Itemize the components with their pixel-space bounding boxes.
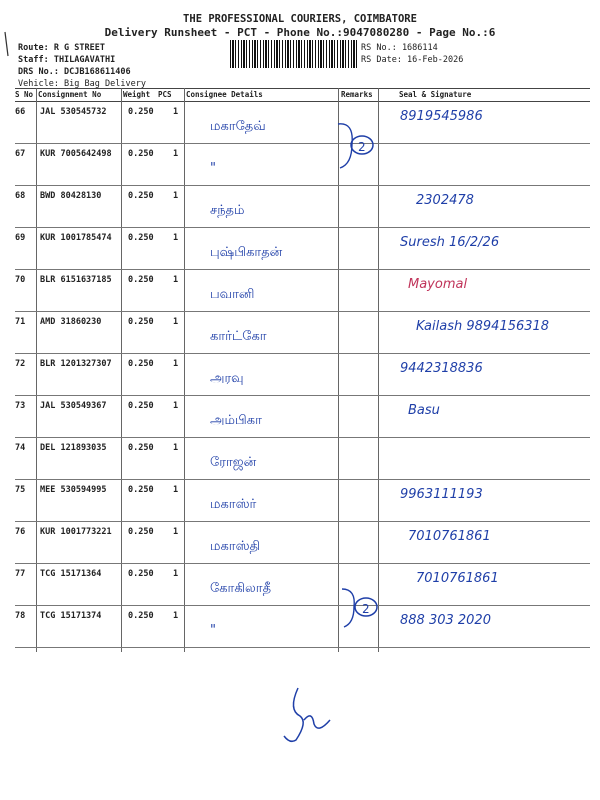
table-row [15,185,590,228]
sno-cell: 72 [15,359,26,369]
sno-cell: 74 [15,443,26,453]
sno-cell: 71 [15,317,26,327]
pcs-cell: 1 [173,275,179,285]
table-row [15,353,590,396]
margin-mark [2,30,16,60]
consignee-handwriting: கோகிலாதீ [210,581,272,596]
pcs-cell: 1 [173,485,179,495]
runner-signature [270,680,340,750]
col-consignee: Consignee Details [186,90,263,99]
sno-cell: 78 [15,611,26,621]
col-weight: Weight [123,90,151,99]
pcs-cell: 1 [173,527,179,537]
pcs-cell: 1 [173,107,179,117]
pcs-cell: 1 [173,317,179,327]
staff: Staff: THILAGAVATHI [18,55,116,65]
sno-cell: 67 [15,149,26,159]
signature-handwriting: Basu [408,403,440,418]
remark-mark [338,585,383,630]
weight-cell: 0.250 [128,569,154,579]
table-row [15,311,590,354]
signature-handwriting: 7010761861 [416,571,499,586]
weight-cell: 0.250 [128,359,154,369]
route: Route: R G STREET [18,43,105,53]
col-consignment: Consignment No [38,90,102,99]
pcs-cell: 1 [173,569,179,579]
signature-handwriting: Kailash 9894156318 [416,319,550,334]
consignment-cell: JAL 530549367 [40,401,107,411]
signature-handwriting: 9442318836 [400,361,483,376]
sno-cell: 76 [15,527,26,537]
pcs-cell: 1 [173,233,179,243]
weight-cell: 0.250 [128,107,154,117]
consignment-cell: TCG 15171364 [40,569,102,579]
rs-number: RS No.: 1686114 [361,43,438,53]
weight-cell: 0.250 [128,485,154,495]
col-pcs: PCS [158,90,172,99]
rs-date: RS Date: 16-Feb-2026 [361,55,464,65]
consignee-handwriting: ரோஜன் [210,455,257,470]
consignee-handwriting: மகாஸ்தி [210,539,261,554]
remark-mark [330,120,380,170]
weight-cell: 0.250 [128,149,154,159]
table-row [15,143,590,186]
consignment-cell: AMD 31860230 [40,317,102,327]
drs-number: DRS No.: DCJB168611406 [18,67,131,77]
consignment-cell: KUR 1001773221 [40,527,112,537]
consignment-cell: BWD 80428130 [40,191,102,201]
weight-cell: 0.250 [128,401,154,411]
table-row [15,101,590,144]
pcs-cell: 1 [173,191,179,201]
weight-cell: 0.250 [128,317,154,327]
signature-handwriting: 2302478 [416,193,474,208]
col-remarks: Remarks [341,90,373,99]
weight-cell: 0.250 [128,443,154,453]
consignee-handwriting: அரவு [210,371,244,386]
col-sno: S No [15,90,34,99]
pcs-cell: 1 [173,611,179,621]
weight-cell: 0.250 [128,611,154,621]
table-row [15,437,590,480]
consignment-cell: JAL 530545732 [40,107,107,117]
vehicle: Vehicle: Big Bag Delivery [18,79,146,89]
consignee-handwriting: " [210,161,216,176]
consignee-handwriting: " [210,623,216,638]
pcs-cell: 1 [173,359,179,369]
pcs-cell: 1 [173,149,179,159]
consignment-cell: BLR 6151637185 [40,275,112,285]
remark-text: 2 [358,140,366,154]
sno-cell: 77 [15,569,26,579]
pcs-cell: 1 [173,443,179,453]
pcs-cell: 1 [173,401,179,411]
consignee-handwriting: புஷ்பிகாதன் [210,245,283,260]
consignment-cell: KUR 7005642498 [40,149,112,159]
sno-cell: 73 [15,401,26,411]
table-row [15,395,590,438]
barcode [230,40,357,68]
weight-cell: 0.250 [128,527,154,537]
signature-handwriting: 8919545986 [400,109,483,124]
signature-handwriting: Suresh 16/2/26 [400,235,500,250]
consignee-handwriting: கார்ட்கோ [210,329,267,344]
table-row [15,479,590,522]
signature-handwriting: 9963111193 [400,487,483,502]
signature-handwriting: 7010761861 [408,529,491,544]
weight-cell: 0.250 [128,233,154,243]
consignment-cell: TCG 15171374 [40,611,102,621]
consignee-handwriting: அம்பிகா [210,413,262,428]
sno-cell: 70 [15,275,26,285]
weight-cell: 0.250 [128,191,154,201]
weight-cell: 0.250 [128,275,154,285]
table-row [15,521,590,564]
consignee-handwriting: மகாஸ்ர் [210,497,257,512]
consignee-handwriting: மகாதேவ் [210,119,266,134]
remark-text: 2 [362,602,370,616]
sno-cell: 69 [15,233,26,243]
consignment-cell: DEL 121893035 [40,443,107,453]
consignee-handwriting: பவானி [210,287,255,302]
sno-cell: 75 [15,485,26,495]
sno-cell: 68 [15,191,26,201]
table-row [15,563,590,606]
table-row [15,605,590,648]
table-row [15,227,590,270]
signature-handwriting: Mayomal [408,277,468,292]
table-header [15,88,590,102]
sno-cell: 66 [15,107,26,117]
consignment-cell: MEE 530594995 [40,485,107,495]
col-signature: Seal & Signature [399,90,472,99]
signature-handwriting: 888 303 2020 [400,613,491,628]
table-row [15,269,590,312]
consignment-cell: KUR 1001785474 [40,233,112,243]
runsheet-subtitle: Delivery Runsheet - PCT - Phone No.:9047080280 - Page No.:6 [104,26,496,39]
consignment-cell: BLR 1201327307 [40,359,112,369]
consignee-handwriting: சந்தம் [210,203,245,218]
company-title: THE PROFESSIONAL COURIERS, COIMBATORE [183,13,417,25]
